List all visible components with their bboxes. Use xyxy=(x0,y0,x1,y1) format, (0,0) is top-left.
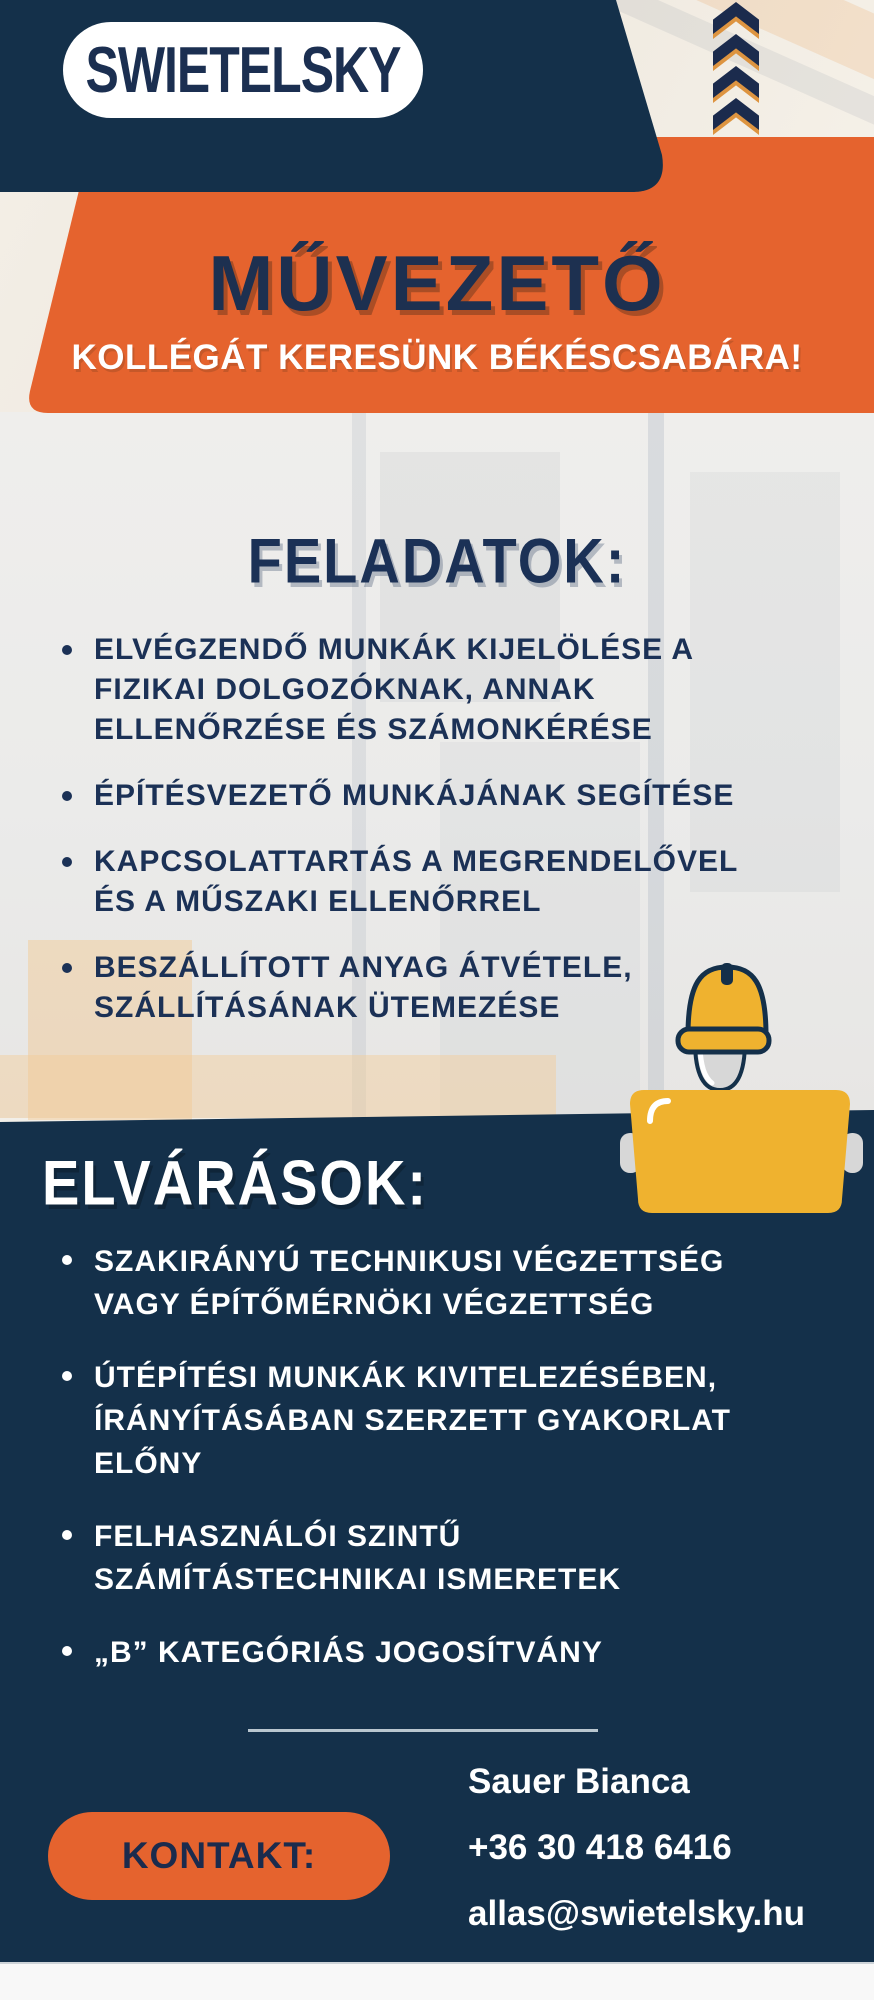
bullet-dot-icon xyxy=(62,1255,72,1265)
contact-phone[interactable]: +36 30 418 6416 xyxy=(468,1828,732,1867)
list-item xyxy=(62,1356,832,1485)
list-item-text: „B” KATEGÓRIÁS JOGOSÍTVÁNY xyxy=(94,1636,603,1669)
swietelsky-logo xyxy=(63,22,423,118)
list-item-text: FELHASZNÁLÓI SZINTŰ SZÁMÍTÁSTECHNIKAI ISMERETEK xyxy=(94,1520,622,1596)
bullet-dot-icon xyxy=(62,963,72,973)
kontakt-button[interactable] xyxy=(48,1812,390,1900)
chevron-up-icon xyxy=(713,98,759,130)
construction-worker-icon xyxy=(600,955,870,1215)
bullet-dot-icon xyxy=(62,1530,72,1540)
divider xyxy=(248,1729,598,1732)
list-item-text: KAPCSOLATTARTÁS A MEGRENDELŐVEL ÉS A MŰSZAKI ELLENŐRREL xyxy=(94,845,739,918)
requirements-list xyxy=(62,1240,832,1704)
bullet-dot-icon xyxy=(62,791,72,801)
chevron-up-icon xyxy=(713,2,759,34)
job-subtitle: KOLLÉGÁT KERESÜNK BÉKÉSCSABÁRA! xyxy=(71,338,803,377)
chevron-up-icon xyxy=(713,34,759,66)
requirements-heading-text: ELVÁRÁSOK: xyxy=(42,1147,429,1218)
bullet-dot-icon xyxy=(62,1371,72,1381)
list-item-text: BESZÁLLÍTOTT ANYAG ÁTVÉTELE, SZÁLLÍTÁSÁNAK ÜTEMEZÉSE xyxy=(94,951,633,1024)
bullet-dot-icon xyxy=(62,1646,72,1656)
list-item xyxy=(62,1240,832,1326)
list-item xyxy=(62,1631,832,1674)
contact-email[interactable]: allas@swietelsky.hu xyxy=(468,1894,805,1933)
tasks-heading-text: FELADATOK: xyxy=(247,525,627,596)
list-item-text: ÉPÍTÉSVEZETŐ MUNKÁJÁNAK SEGÍTÉSE xyxy=(94,779,735,812)
logo-text: SWIETELSKY xyxy=(85,33,401,107)
tasks-heading xyxy=(0,525,874,596)
list-item xyxy=(62,630,832,750)
list-item-text: SZAKIRÁNYÚ TECHNIKUSI VÉGZETTSÉG VAGY ÉPÍTŐMÉRNÖKI VÉGZETTSÉG xyxy=(94,1245,725,1321)
chevron-up-icon xyxy=(713,66,759,98)
requirements-heading xyxy=(42,1147,429,1218)
contact-info xyxy=(468,1762,805,1960)
list-item-text: ÚTÉPÍTÉSI MUNKÁK KIVITELEZÉSÉBEN, ÍRÁNYÍTÁSÁBAN SZERZETT GYAKORLAT ELŐNY xyxy=(94,1361,732,1480)
list-item xyxy=(62,842,832,922)
photo-orange-container xyxy=(0,1055,556,1118)
kontakt-button-label: KONTAKT: xyxy=(121,1835,317,1876)
list-item xyxy=(62,1515,832,1601)
contact-name: Sauer Bianca xyxy=(468,1762,690,1801)
bottom-strip xyxy=(0,1962,874,2000)
job-title: MŰVEZETŐ xyxy=(208,239,666,327)
list-item xyxy=(62,776,832,816)
list-item-text: ELVÉGZENDŐ MUNKÁK KIJELÖLÉSE A FIZIKAI DOLGOZÓKNAK, ANNAK ELLENŐRZÉSE ÉS SZÁMONKÉRÉSE xyxy=(94,633,695,746)
bullet-dot-icon xyxy=(62,857,72,867)
bullet-dot-icon xyxy=(62,645,72,655)
